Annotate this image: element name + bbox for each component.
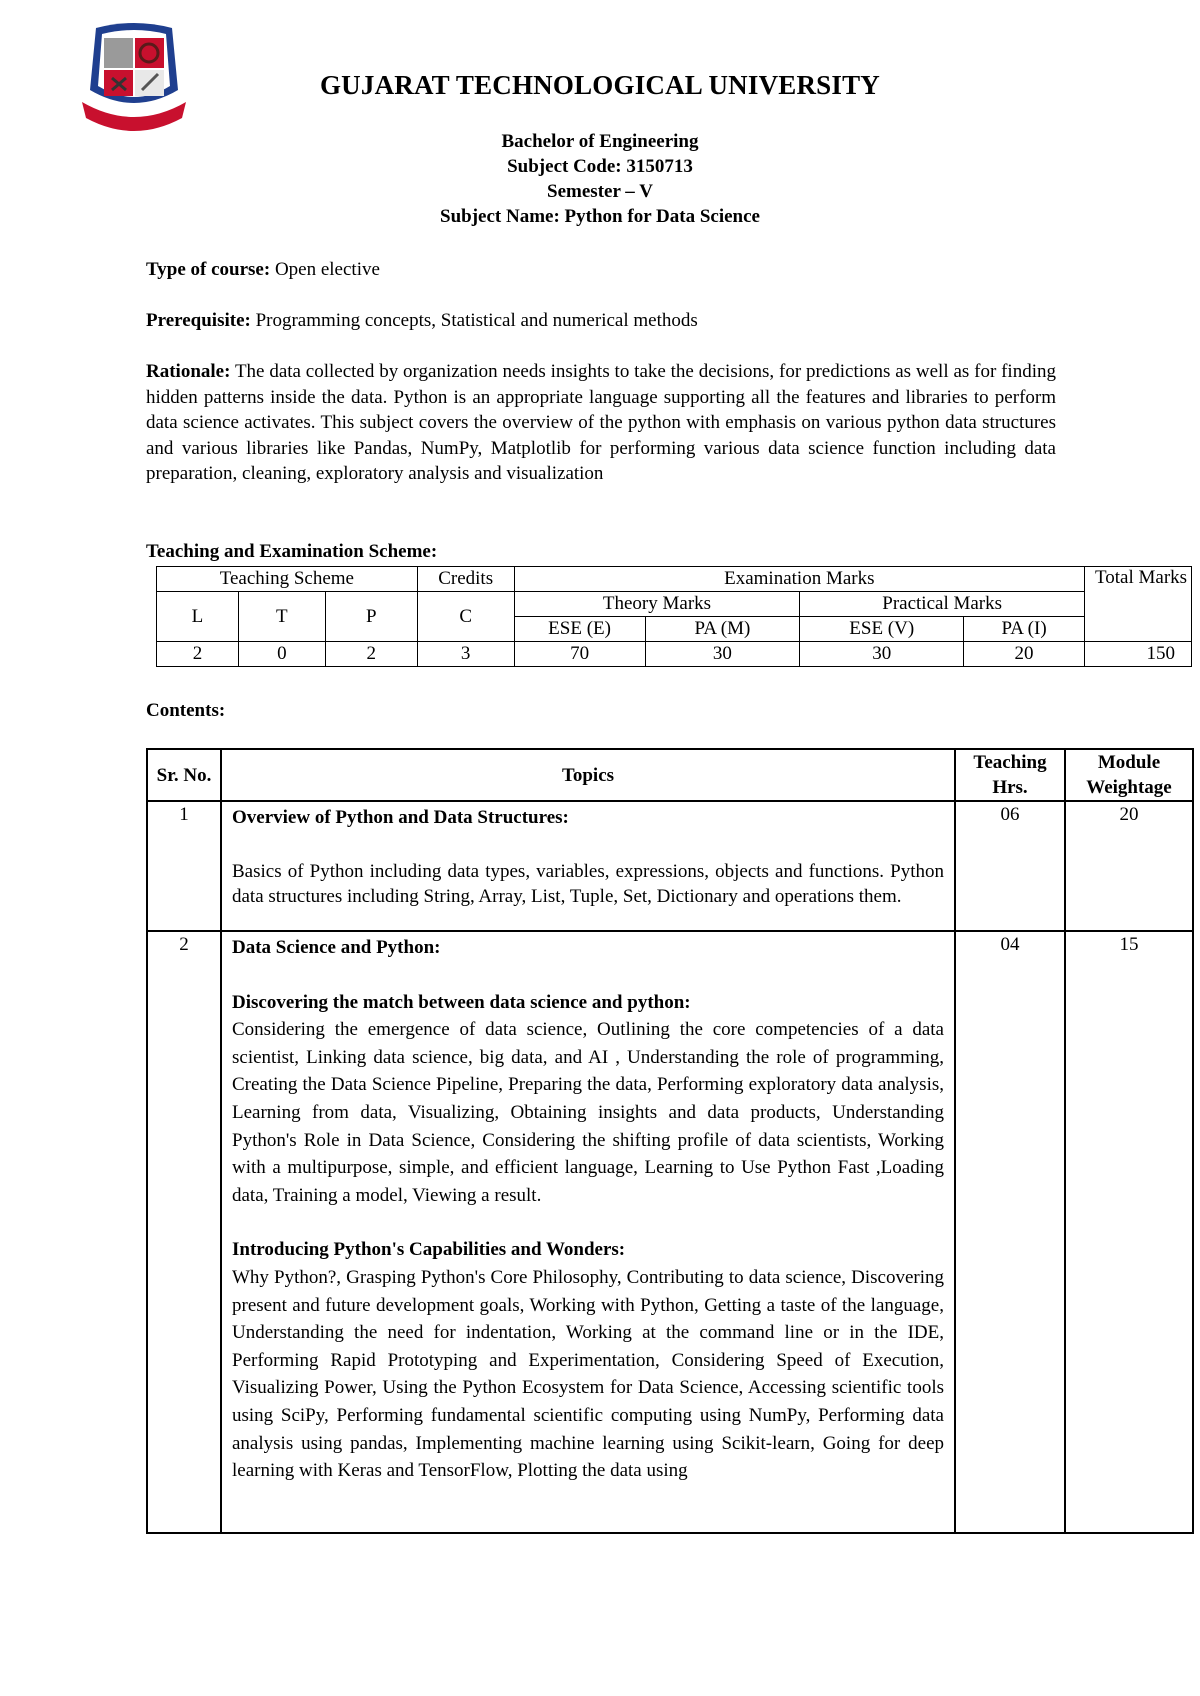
module-title: Data Science and Python: xyxy=(232,937,441,958)
table-row xyxy=(147,801,1193,931)
total-marks-header: Total Marks xyxy=(1084,567,1191,642)
sr-no-header: Sr. No. xyxy=(147,749,221,801)
module-body: Why Python?, Grasping Python's Core Philosophy, Contributing to data science, Discovering present and future development goals, Working with Python, Getting a taste of the language, Understanding the need for indentation, Working at the command line or in the IDE, Performing Rapid Prototyping and Experimentation, Considering Speed of Execution, Visualizing Power, Using the Python Ecosystem for Data Science, Accessing scientific tools using SciPy, Performing fundamental scientific computing using NumPy, Performing data analysis using pandas, Implementing machine learning using Scikit-learn, Going for deep learning with Keras and TensorFlow, Plotting the data using xyxy=(232,1266,944,1482)
topics-header: Topics xyxy=(221,749,955,801)
type-of-course-value: Open elective xyxy=(274,259,380,280)
prerequisite-label: Prerequisite: xyxy=(146,310,251,331)
value-ese-v: 30 xyxy=(800,642,964,667)
module-body: Basics of Python including data types, variables, expressions, objects and functions. Python data structures including String, Array, List, Tuple, Set, Dictionary and operations them. xyxy=(232,860,944,907)
col-pa-m: PA (M) xyxy=(645,617,800,642)
module-title: Overview of Python and Data Structures: xyxy=(232,807,569,828)
teaching-hrs-header: Teaching Hrs. xyxy=(955,749,1065,801)
value-l: 2 xyxy=(157,642,239,667)
row-sr: 1 xyxy=(147,801,221,931)
col-p: P xyxy=(325,592,417,642)
contents-table xyxy=(146,748,1194,1534)
row-weight: 20 xyxy=(1065,801,1193,931)
value-ese-e: 70 xyxy=(514,642,645,667)
degree: Bachelor of Engineering xyxy=(501,131,699,152)
university-title: GUJARAT TECHNOLOGICAL UNIVERSITY xyxy=(319,70,881,100)
practical-marks-header: Practical Marks xyxy=(800,592,1085,617)
subject-name: Subject Name: Python for Data Science xyxy=(440,206,760,227)
semester: Semester – V xyxy=(547,181,653,202)
teaching-scheme-header: Teaching Scheme xyxy=(157,567,418,592)
sub-heading: Discovering the match between data science and python: xyxy=(232,991,691,1013)
rationale-text: The data collected by organization needs insights to take the decisions, for predictions as well as for finding hidden patterns inside the data. Python is an appropriate language supporting all the features and libraries to perform data science activates. This subject covers the overview of the python with emphasis on various python data structures and various libraries like Pandas, NumPy, Matplotlib for performing various data science function including data preparation, cleaning, exploratory analysis and visualization xyxy=(146,361,1056,485)
value-p: 2 xyxy=(325,642,417,667)
row-sr: 2 xyxy=(147,931,221,1533)
value-pa-i: 20 xyxy=(964,642,1085,667)
examination-marks-header: Examination Marks xyxy=(514,567,1084,592)
col-l: L xyxy=(157,592,239,642)
sub-heading: Introducing Python's Capabilities and Wonders: xyxy=(232,1239,626,1261)
scheme-values-row xyxy=(157,642,1192,667)
theory-marks-header: Theory Marks xyxy=(514,592,800,617)
teaching-scheme-table xyxy=(156,566,1192,667)
row-topic xyxy=(221,931,955,1533)
type-of-course xyxy=(146,257,1056,283)
col-pa-i: PA (I) xyxy=(964,617,1085,642)
credits-header: Credits xyxy=(417,567,514,592)
rationale xyxy=(146,359,1056,487)
table-row xyxy=(147,931,1193,1533)
type-of-course-label: Type of course: xyxy=(146,259,271,280)
contents-heading: Contents: xyxy=(146,700,226,721)
scheme-heading: Teaching and Examination Scheme: xyxy=(146,541,438,562)
row-topic xyxy=(221,801,955,931)
module-body: Considering the emergence of data science, Outlining the core competencies of a data scientist, Linking data science, big data, and AI , Understanding the role of programming, Creating the Data Science Pipeline, Preparing the data, Performing exploratory data analysis, Learning from data, Visualizing, Obtaining insights and data products, Understanding Python's Role in Data Science, Considering the shifting profile of data scientists, Working with a multipurpose, simple, and efficient language, Learning to Use Python Fast ,Loading data, Training a model, Viewing a result. xyxy=(232,1019,944,1206)
row-hrs: 04 xyxy=(955,931,1065,1533)
row-hrs: 06 xyxy=(955,801,1065,931)
prerequisite-value: Programming concepts, Statistical and numerical methods xyxy=(255,310,698,331)
value-t: 0 xyxy=(238,642,325,667)
col-c: C xyxy=(417,592,514,642)
rationale-label: Rationale: xyxy=(146,361,231,382)
subject-code: Subject Code: 3150713 xyxy=(507,156,693,177)
value-total: 150 xyxy=(1084,642,1191,667)
col-t: T xyxy=(238,592,325,642)
col-ese-e: ESE (E) xyxy=(514,617,645,642)
prerequisite xyxy=(146,308,1056,334)
col-ese-v: ESE (V) xyxy=(800,617,964,642)
value-pa-m: 30 xyxy=(645,642,800,667)
module-weightage-header: Module Weightage xyxy=(1065,749,1193,801)
contents-header-row xyxy=(147,749,1193,801)
value-c: 3 xyxy=(417,642,514,667)
row-weight: 15 xyxy=(1065,931,1193,1533)
